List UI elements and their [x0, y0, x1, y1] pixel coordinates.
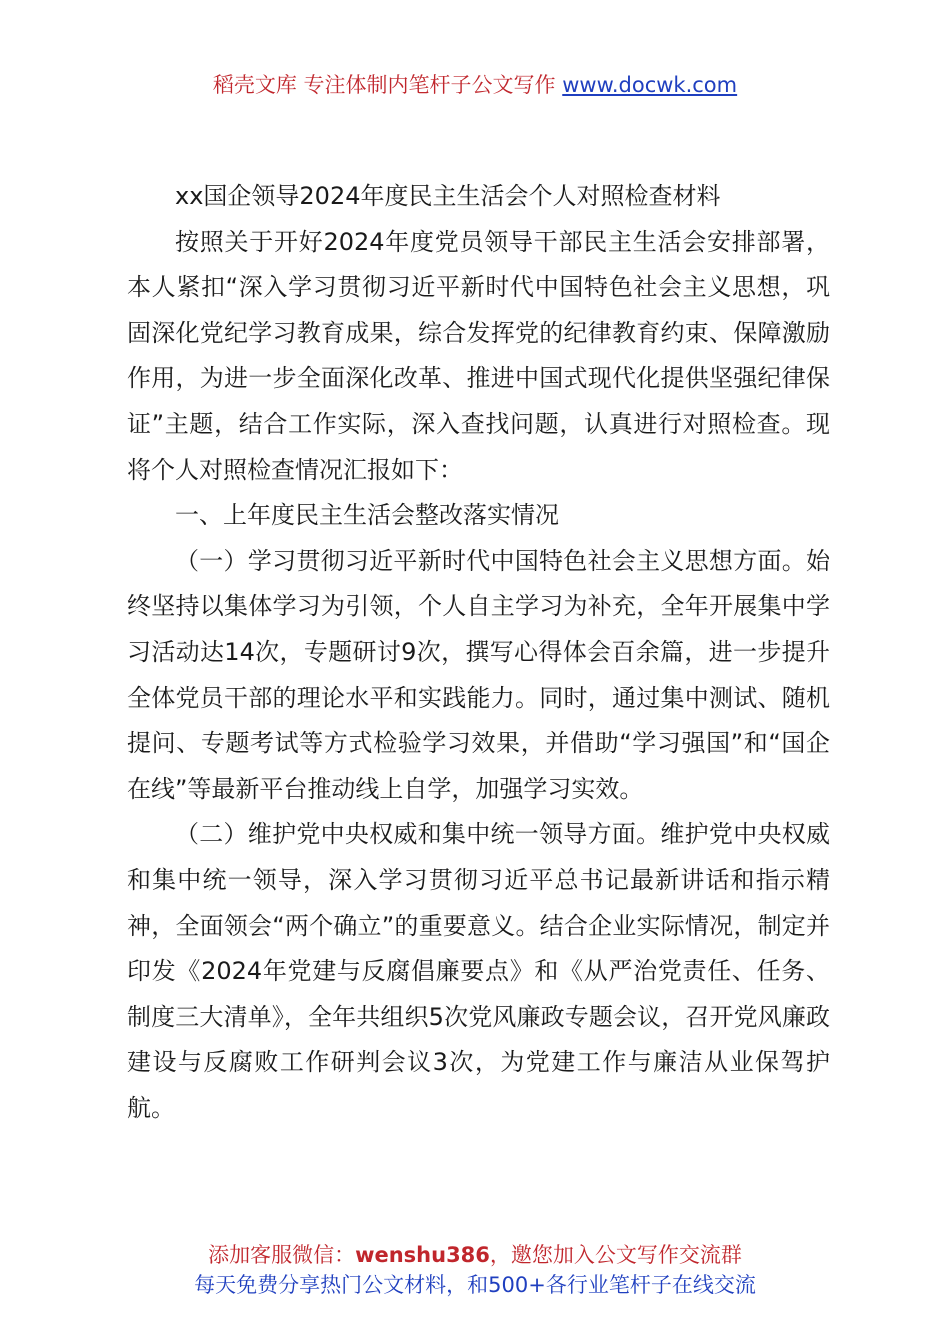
paragraph-study: （一）学习贯彻习近平新时代中国特色社会主义思想方面。始终坚持以集体学习为引领，个人自主学习为补充，全年开展集中学习活动达14次，专题研讨9次，撰写心得体会百余篇，进一步提升全体党员干部的理论水平和实践能力。同时，通过集中测试、随机提问、专题考试等方式检验学习效果，并借助“学习强国”和“国企在线”等最新平台推动线上自学，加强学习实效。 [127, 546, 830, 803]
paragraph-leadership: （二）维护党中央权威和集中统一领导方面。维护党中央权威和集中统一领导，深入学习贯彻习近平总书记最新讲话和指示精神，全面领会“两个确立”的重要意义。结合企业实际情况，制定并印发《2024年党建与反腐倡廉要点》和《从严治党责任、任务、制度三大清单》，全年共组织5次党风廉政专题会议，召开党风廉政建设与反腐败工作研判会议3次，为党建工作与廉洁从业保驾护航。 [127, 820, 830, 1122]
footer-wechat-line [0, 1240, 950, 1270]
footer-share-line: 每天免费分享热门公文材料，和500+各行业笔杆子在线交流 [194, 1273, 756, 1297]
wechat-id: wenshu386 [355, 1243, 490, 1267]
paragraph-intro: 按照关于开好2024年度党员领导干部民主生活会安排部署，本人紧扣“深入学习贯彻习近平新时代中国特色社会主义思想，巩固深化党纪学习教育成果，综合发挥党的纪律教育约束、保障激励作用，为进一步全面深化改革、推进中国式现代化提供坚强纪律保证”主题，结合工作实际，深入查找问题，认真进行对照检查。现将个人对照检查情况汇报如下： [127, 227, 830, 484]
document-body [127, 174, 830, 1131]
document-title: xx国企领导2024年度民主生活会个人对照检查材料 [175, 182, 721, 210]
section-heading: 一、上年度民主生活会整改落实情况 [175, 501, 559, 530]
site-link[interactable]: www.docwk.com [562, 73, 738, 97]
page-header [0, 70, 950, 100]
footer-wechat-suffix: ，邀您加入公文写作交流群 [489, 1243, 742, 1267]
footer-wechat-prefix: 添加客服微信： [208, 1243, 356, 1267]
brand-slogan: 稻壳文库 专注体制内笔杆子公文写作 [212, 73, 556, 97]
page-footer [0, 1240, 950, 1300]
